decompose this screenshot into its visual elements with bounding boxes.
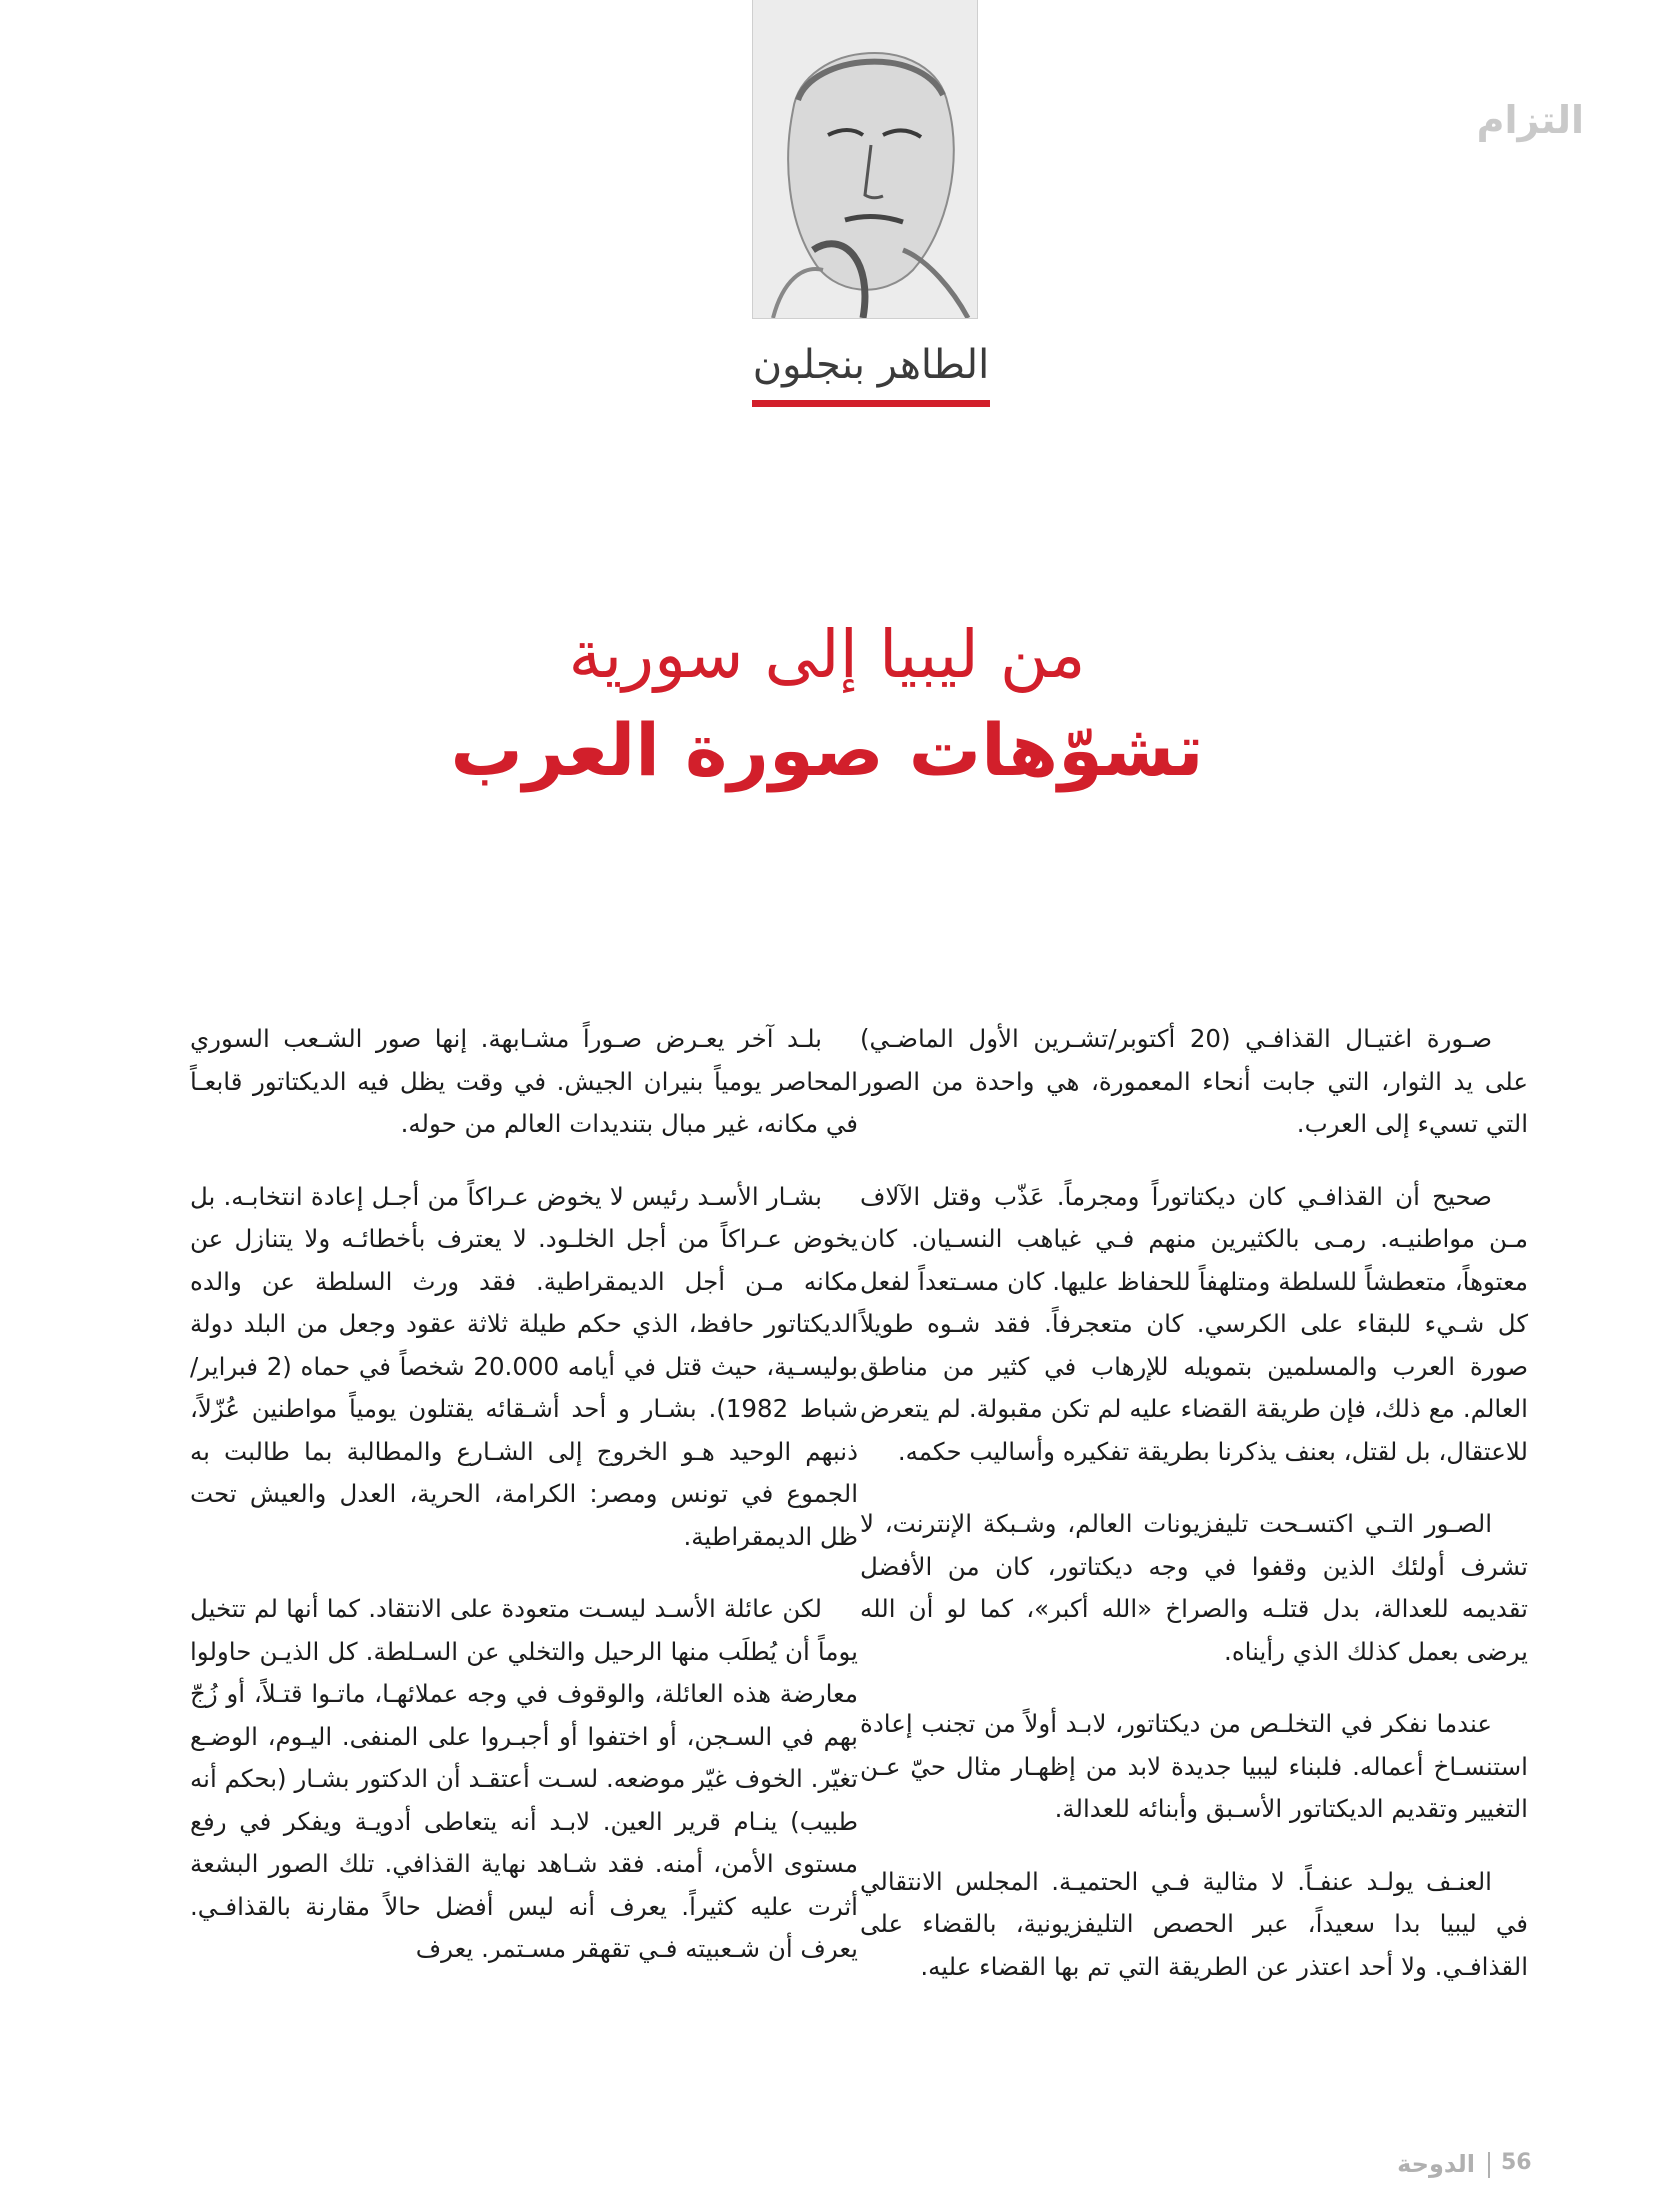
- page-number: 56: [1501, 2150, 1532, 2175]
- footer-separator: [1488, 2152, 1490, 2178]
- paragraph: بلـد آخر يعـرض صـوراً مشـابهة. إنها صور الشـعب السوري المحاصر يومياً بنيران الجيش. في وقت يظل فيه الديكتاتور قابعـاً في مكانه، غير مبال بتنديدات العالم من حوله.: [190, 1024, 858, 1138]
- body-column-right: [860, 1018, 1528, 2018]
- paragraph: لكن عائلة الأسـد ليسـت متعودة على الانتقاد. كما أنها لم تتخيل يوماً أن يُطلَب منها الرحيل والتخلي عن السـلطة. كل الذيـن حاولوا معارضة هذه العائلة، والوقوف في وجه عملائهـا، ماتـوا قتـلاً، أو زُجّ بهم في السـجن، أو اختفوا أو أجبـروا على المنفى. اليـوم، الوضـع تغيّر. الخوف غيّر موضعه. لسـت أعتقـد أن الدكتور بشـار (بحكم أنه طبيب) ينـام قرير العين. لابـد أنه يتعاطى أدويـة ويفكر في رفع مستوى الأمن، أمنه. فقد شـاهد نهاية القذافي. تلك الصور البشعة أثرت عليه كثيراً. يعرف أنه ليس أفضل حالاً مقارنة بالقذافـي. يعرف أن شـعبيته فـي تقهقر مسـتمر. يعرف: [190, 1594, 858, 1963]
- author-name: الطاهر بنجلون: [752, 342, 990, 388]
- paragraph: بشـار الأسـد رئيس لا يخوض عـراكاً من أجـل إعادة انتخابـه. بل يخوض عـراكاً من أجل الخلـود. لا يعترف بأخطائـه ولا يتنازل عن مكانه مـن أجل الديمقراطية. فقد ورث السلطة عن والده الديكتاتور حافظ، الذي حكم طيلة ثلاثة عقود وجعل من البلد دولة بوليسـية، حيث قتل في أيامه 20.000 شخصاً في حماه (2 فبراير/شباط 1982). بشـار و أحد أشـقائه يقتلون يومياً مواطنين عُزّلاً، ذنبهم الوحيد هـو الخروج إلى الشـارع والمطالبة بما طالبت به الجموع في تونس ومصر: الكرامة، الحرية، العدل والعيش تحت ظل الديمقراطية.: [190, 1181, 859, 1551]
- title-line-1: من ليبيا إلى سورية: [568, 616, 1086, 693]
- paragraph: صـورة اغتيـال القذافـي (20 أكتوبر/تشـرين الأول الماضـي) على يد الثوار، التي جابت أنحاء المعمورة، هي واحدة من الصور التي تسيء إلى العرب.: [860, 1024, 1528, 1138]
- author-portrait: [752, 0, 978, 319]
- section-label: التزام: [1476, 98, 1584, 142]
- paragraph: صحيح أن القذافـي كان ديكتاتوراً ومجرماً. عَذّب وقتل الآلاف مـن مواطنيـه. رمـى بالكثيرين منهم فـي غياهب النسـيان. كان معتوهاً، متعطشاً للسلطة ومتلهفاً للحفاظ عليها. كان مسـتعداً لفعل كل شـيء للبقاء على الكرسي. كان متعجرفاً. فقد شـوه طويلاً صورة العرب والمسلمين بتمويله للإرهاب في كثير من مناطق العالم. مع ذلك، فإن طريقة القضاء عليه لم تكن مقبولة. لم يتعرض للاعتقال، بل لقتل، بعنف يذكرنا بطريقة تفكيره وأساليب حكمه.: [860, 1181, 1528, 1466]
- author-portrait-sketch: [753, 0, 977, 318]
- paragraph: العنـف يولـد عنفـاً. لا مثالية فـي الحتميـة. المجلس الانتقالي في ليبيا بدا سعيداً، عبر الحصص التليفزيونية، بالقضاء على القذافـي. ولا أحد اعتذر عن الطريقة التي تم بها القضاء عليه.: [860, 1866, 1528, 1981]
- magazine-name: الدوحة: [1397, 2150, 1475, 2178]
- title-line-2: تشوّهات صورة العرب: [450, 708, 1204, 792]
- author-divider: [752, 400, 990, 407]
- paragraph: الصـور التـي اكتسـحت تليفزيونات العالم، وشـبكة الإنترنت، لا تشرف أولئك الذين وقفوا في وجه ديكتاتور، كان من الأفضل تقديمه للعدالة، بدل قتلـه والصراخ «الله أكبر»، كما لو أن الله يرضى بعمل كذلك الذي رأيناه.: [860, 1509, 1528, 1666]
- article-title: [0, 610, 1654, 800]
- paragraph: عندما نفكر في التخلـص من ديكتاتور، لابـد أولاً من تجنب إعادة استنسـاخ أعماله. فلبناء ليبيا جديدة لابد من إظهـار مثال حيّ عـن التغيير وتقديم الديكتاتور الأسـبق وأبنائه للعدالة.: [860, 1709, 1528, 1823]
- body-column-left: [190, 1018, 858, 2001]
- page-footer: [1375, 2150, 1585, 2186]
